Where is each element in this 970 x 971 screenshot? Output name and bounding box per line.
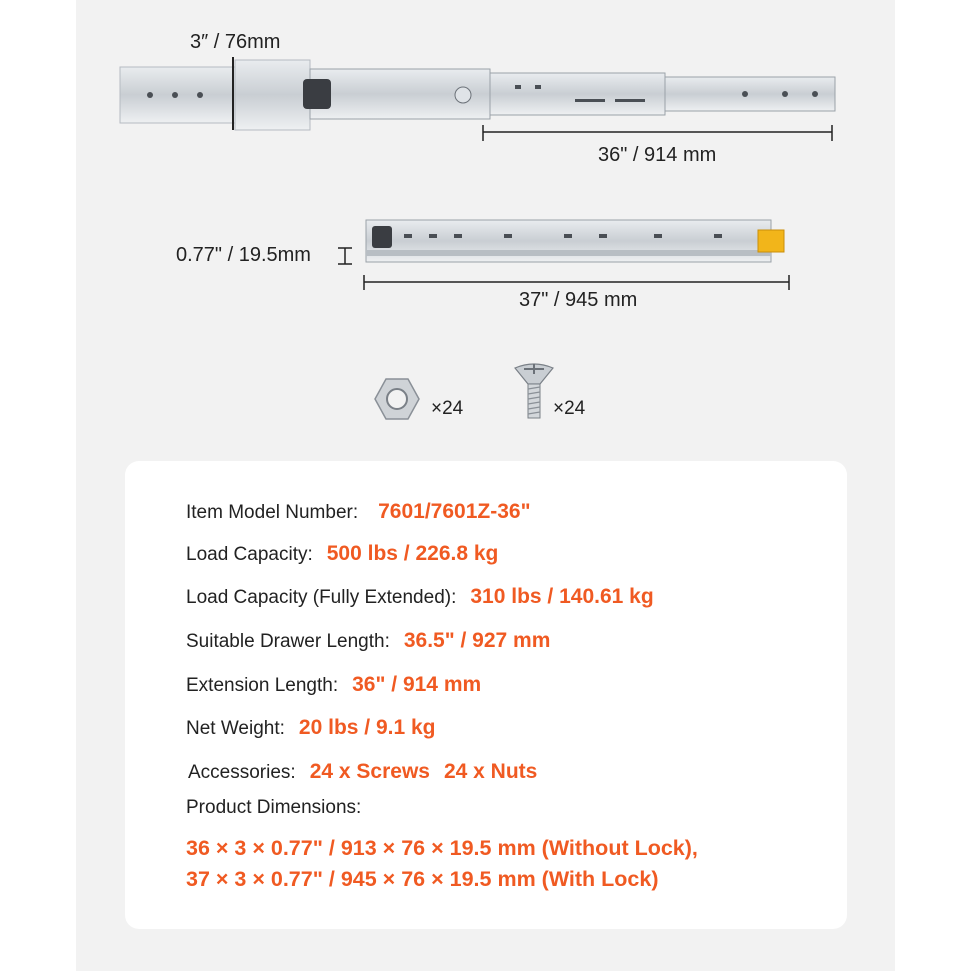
spec-load [186,542,498,566]
length-dimension-label: 37" / 945 mm [519,289,638,311]
spec-product-dimensions-line2: 37 × 3 × 0.77" / 945 × 76 × 19.5 mm (With Lock) [186,867,659,891]
spec-load-label: Load Capacity: [186,544,313,565]
countersunk-screw-icon [513,362,555,422]
spec-extension-length-label: Extension Length: [186,675,339,696]
extended-slide-image [115,55,840,155]
spec-product-dimensions-label: Product Dimensions: [186,797,362,818]
height-dimension-label: 3″ / 76mm [190,31,281,53]
screw-quantity: ×24 [553,398,586,419]
spec-extension-length [186,673,481,697]
spec-accessories-label: Accessories: [188,762,296,783]
extension-dimension-label: 36" / 914 mm [598,144,717,166]
spec-product-dimensions-line1: 36 × 3 × 0.77" / 913 × 76 × 19.5 mm (Without Lock), [186,836,698,860]
spec-load-value: 500 lbs / 226.8 kg [326,542,499,565]
hex-nut-icon [374,376,420,422]
spec-load-extended-value: 310 lbs / 140.61 kg [470,585,654,608]
spec-model [186,500,531,524]
spec-model-label: Item Model Number: [186,502,359,523]
spec-accessories [188,760,537,784]
nut-quantity: ×24 [431,398,464,419]
spec-accessories-nuts: 24 x Nuts [443,760,538,783]
spec-accessories-screws: 24 x Screws [309,760,430,783]
spec-extension-length-value: 36" / 914 mm [352,673,482,696]
spec-net-weight-label: Net Weight: [186,718,285,739]
spec-net-weight [186,716,436,740]
thickness-dimension-label: 0.77" / 19.5mm [176,244,311,266]
spec-drawer-length-value: 36.5" / 927 mm [403,629,551,652]
spec-load-extended [186,585,654,609]
spec-drawer-length-label: Suitable Drawer Length: [186,631,390,652]
spec-drawer-length [186,629,550,653]
spec-model-value: 7601/7601Z-36" [378,500,531,523]
spec-load-extended-label: Load Capacity (Fully Extended): [186,587,457,608]
spec-net-weight-value: 20 lbs / 9.1 kg [298,716,436,739]
